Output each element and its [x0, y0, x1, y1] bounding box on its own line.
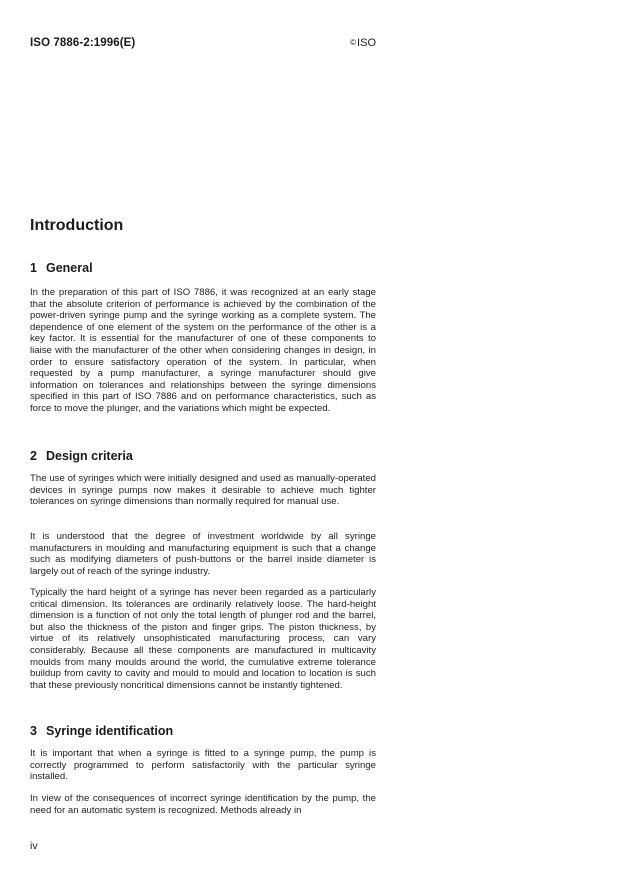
copyright-icon: ©: [350, 38, 357, 47]
paragraph-syringe-identification-1: It is important that when a syringe is fitted to a syringe pump, the pump is correctly programmed to perform satisfactorily with the particular syringe installed.: [30, 748, 376, 783]
section-heading-general: [30, 261, 93, 275]
section-number: 3: [30, 724, 37, 738]
standard-identifier: ISO 7886-2:1996(E): [30, 37, 136, 49]
section-number: 2: [30, 449, 37, 463]
section-heading-design-criteria: [30, 449, 133, 463]
page-header: [30, 37, 376, 51]
section-title: Design criteria: [46, 449, 133, 463]
section-title: General: [46, 261, 93, 275]
paragraph-general: In the preparation of this part of ISO 7886, it was recognized at an early stage that the absolute criterion of performance is achieved by the combination of the power-driven syringe pump and the syringe working as a complete system. The dependence of one element of the system on the performance of the other is a key factor. It is essential for the manufacturer of one of these components to liaise with the manufacturer of the other when considering changes in design, in order to ensure satisfactory operation of the system. In particular, when requested by a pump manufacturer, a syringe manufacturer should give information on tolerances and relationships between the syringe dimensions specified in this part of ISO 7886 and on performance characteristics, such as force to move the plunger, and the variations which might be expected.: [30, 287, 376, 414]
page-title: Introduction: [30, 217, 124, 234]
section-heading-syringe-identification: [30, 724, 173, 738]
copyright-mark: [350, 37, 376, 49]
page-number: iv: [30, 840, 38, 852]
paragraph-syringe-identification-2: In view of the consequences of incorrect syringe identification by the pump, the need for an automatic system is recognized. Methods already in: [30, 793, 376, 816]
paragraph-design-criteria-1: The use of syringes which were initially designed and used as manually-operated devices in syringe pumps now makes it desirable to achieve much tighter tolerances on syringe dimensions than normally required for manual use.: [30, 473, 376, 508]
section-title: Syringe identification: [46, 724, 174, 738]
paragraph-design-criteria-3: Typically the hard height of a syringe has never been regarded as a particularly critical dimension. Its tolerances are ordinarily relatively loose. The hard-height dimension is a function of not only the total length of plunger rod and the barrel, but also the thickness of the piston and finger grips. The piston thickness, by virtue of its relatively unsophisticated manufacturing process, can vary considerably. Because all these components are manufactured in multicavity moulds from many moulds around the world, the cumulative extreme tolerance buildup from cavity to cavity and mould to mould and location to location is such that these previously noncritical dimensions cannot be instantly tightened.: [30, 587, 376, 691]
section-number: 1: [30, 261, 37, 275]
copyright-owner: ISO: [357, 37, 376, 49]
paragraph-design-criteria-2: It is understood that the degree of investment worldwide by all syringe manufacturers in moulding and manufacturing equipment is such that a change such as modifying diameters of push-buttons or the barrel inside diameter is largely out of reach of the syringe industry.: [30, 531, 376, 577]
